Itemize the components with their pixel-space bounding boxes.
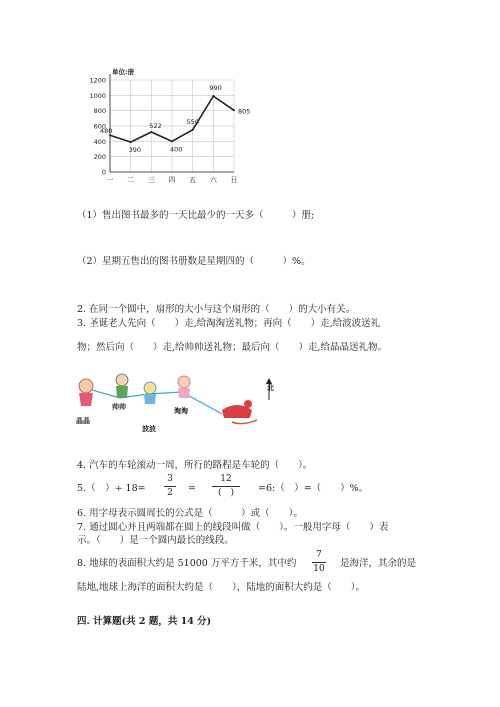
question-8-line-a: 8. 地球的表面积大约是 51000 万平方千米，其中约 [77, 558, 297, 569]
x-tick-label: 六 [209, 176, 217, 184]
question-5-fraction-2 [212, 474, 240, 499]
data-point [212, 95, 214, 97]
data-label: 990 [209, 84, 222, 93]
section-4-heading: 四. 计算题(共 2 题，共 14 分) [77, 616, 212, 627]
question-1-1: （1）售出图书最多的一天比最少的一天多（ ）册; [77, 210, 315, 221]
question-7-line-b: 示。（ ）是一个圆内最长的线段。 [77, 535, 234, 546]
data-label: 400 [170, 145, 183, 154]
jingjing-label: 晶晶 [76, 416, 90, 425]
fraction-denominator: 10 [313, 564, 325, 574]
data-label: 390 [128, 146, 142, 155]
bobo-label: 波波 [142, 424, 156, 433]
y-tick-label: 1000 [89, 91, 106, 100]
sales-line-chart [70, 62, 250, 187]
north-label: 北 [267, 383, 274, 392]
data-point [171, 140, 173, 142]
data-label: 480 [100, 127, 113, 136]
question-8-line-b: 是海洋，其余的是 [340, 558, 417, 569]
bobo-figure [144, 382, 156, 404]
x-tick-label: 三 [147, 176, 155, 184]
question-3-line-a: 3. 圣诞老人先向（ ）走,给淘淘送礼物；再向（ ）走,给波波送礼 [77, 318, 381, 329]
unit-label: 单位:册 [112, 68, 135, 76]
question-2: 2. 在同一个圆中，扇形的大小与这个扇形的（ ）的大小有关。 [77, 304, 356, 315]
question-8-line-c: 陆地,地球上海洋的面积大约是（ ），陆地的面积大约是（ ）。 [77, 582, 366, 593]
y-tick-label: 1200 [89, 76, 106, 85]
question-3-line-b: 物；然后向（ ）走,给帅帅送礼物；最后向（ ）走,给晶晶送礼物。 [77, 342, 388, 353]
fraction-1-numerator: 3 [167, 474, 173, 484]
x-tick-label: 五 [189, 176, 197, 184]
santa-sleigh-icon [222, 400, 257, 424]
shuaishuai-figure [116, 374, 128, 398]
fraction-numerator: 7 [316, 550, 322, 560]
question-8-fraction [312, 550, 326, 575]
question-7-line-a: 7. 通过圆心并且两端都在圆上的线段叫做（ ）。一般用字母（ ）表 [77, 522, 389, 533]
question-6: 6. 用字母表示圆周长的公式是（ ）或（ ）。 [77, 508, 303, 519]
data-point [130, 141, 132, 143]
question-5-prefix: 5.（ ）÷ 18= [77, 483, 146, 494]
x-tick-label: 一 [106, 176, 114, 184]
y-tick-label: 600 [93, 122, 106, 131]
question-1-2: （2）星期五售出的图书册数是星期四的（ ）%。 [77, 256, 311, 267]
y-tick-label: 200 [93, 153, 106, 162]
x-tick-label: 二 [127, 176, 135, 184]
question-4: 4. 汽车的车轮滚动一周，所行的路程是车轮的（ ）。 [77, 460, 313, 471]
fraction-1-denominator: 2 [167, 488, 173, 498]
data-label: 550 [186, 117, 200, 126]
question-5-equals: = [188, 483, 196, 494]
shuaishuai-label: 帅帅 [112, 402, 126, 411]
data-point [233, 109, 235, 111]
y-tick-label: 0 [101, 168, 106, 177]
taotao-label: 淘淘 [174, 406, 188, 415]
data-point [150, 131, 152, 133]
x-tick-label: 四 [168, 176, 176, 184]
direction-figure [72, 370, 282, 440]
fraction-2-denominator: ( ) [217, 488, 235, 498]
taotao-figure [178, 376, 190, 398]
question-5-fraction-1 [164, 474, 176, 499]
question-5-suffix: =6:（ ）=（ ）%。 [258, 483, 369, 494]
jingjing-figure [79, 379, 93, 406]
data-point [192, 129, 194, 131]
y-tick-label: 400 [93, 137, 106, 146]
data-label: 522 [149, 121, 162, 130]
y-tick-label: 800 [93, 107, 106, 116]
x-tick-label: 日 [230, 176, 238, 184]
fraction-2-numerator: 12 [220, 474, 232, 484]
data-label: 805 [238, 107, 250, 116]
